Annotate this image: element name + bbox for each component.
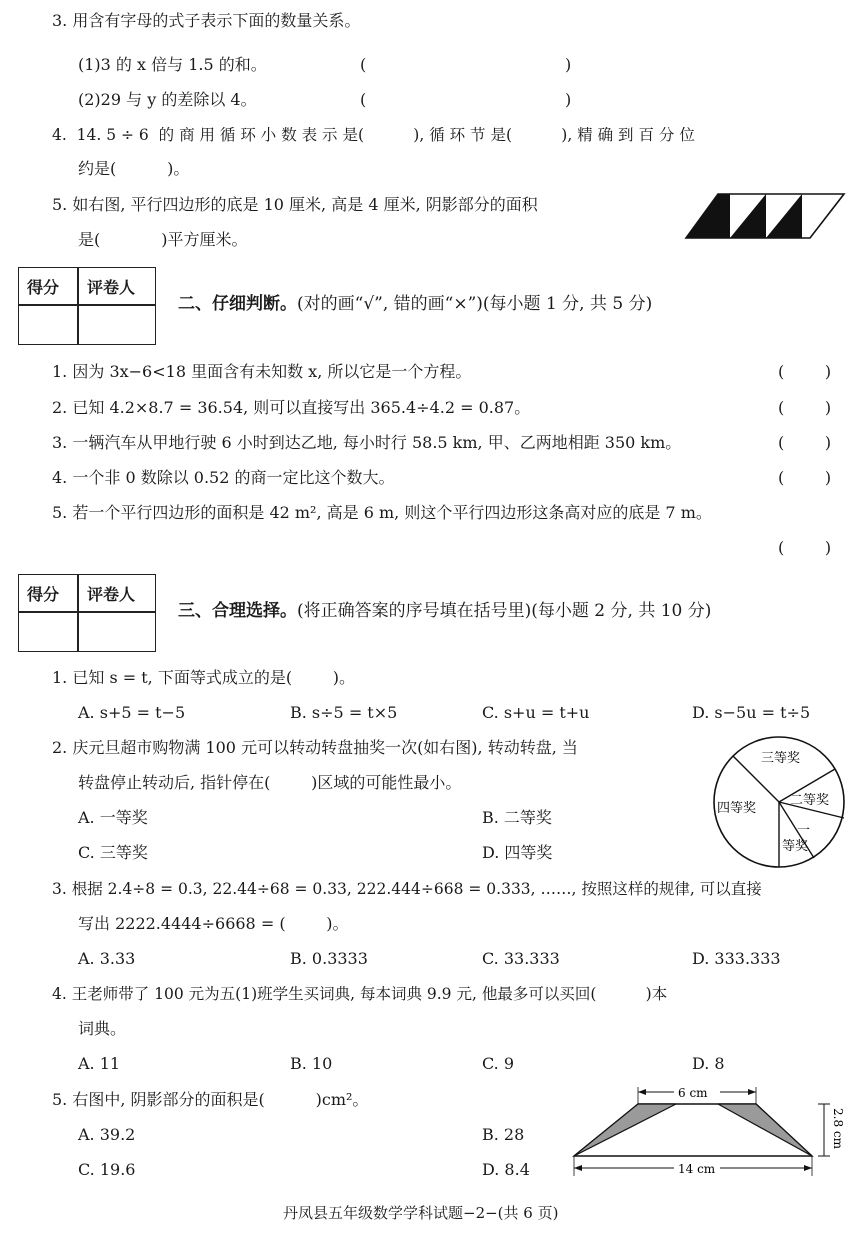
q5-line1: 5. 如右图, 平行四边形的底是 10 厘米, 高是 4 厘米, 阴影部分的面积 <box>52 195 538 214</box>
trapezoid-figure <box>566 1084 850 1178</box>
q3-option-c[interactable]: C. 33.333 <box>482 949 560 968</box>
section2-heading <box>178 293 652 315</box>
q4-line2: 约是( )。 <box>78 159 190 178</box>
section3-title: 三、合理选择。 <box>178 601 297 621</box>
q1-option-a[interactable]: A. s+5 = t−5 <box>78 703 186 722</box>
section3-heading <box>178 600 711 622</box>
q3-option-d[interactable]: D. 333.333 <box>692 949 781 968</box>
q5-option-c[interactable]: C. 19.6 <box>78 1160 136 1179</box>
score-label: 得分 <box>27 278 60 297</box>
q5-line2: 是( )平方厘米。 <box>78 230 248 249</box>
q3-option-b[interactable]: B. 0.3333 <box>290 949 368 968</box>
wheel-label-first-top: 一 <box>797 823 811 838</box>
q2-option-c[interactable]: C. 三等奖 <box>78 843 148 862</box>
choice-q4-line1: 4. 王老师带了 100 元为五(1)班学生买词典, 每本词典 9.9 元, 他最多可以买回( )本 <box>52 985 668 1003</box>
judge-item-2: 2. 已知 4.2×8.7 = 36.54, 则可以直接写出 365.4÷4.2 = 0.87。 <box>52 398 531 417</box>
shaded-triangle-1 <box>686 194 730 238</box>
judge-item-4: 4. 一个非 0 数除以 0.52 的商一定比这个数大。 <box>52 468 395 487</box>
score-box-2 <box>18 574 156 652</box>
bottom-dimension-label: 14 cm <box>678 1162 716 1176</box>
q5-option-a[interactable]: A. 39.2 <box>78 1125 136 1144</box>
q2-option-a[interactable]: A. 一等奖 <box>78 808 148 827</box>
judge-item-5: 5. 若一个平行四边形的面积是 42 m², 高是 6 m, 则这个平行四边形这条高对应的底是 7 m。 <box>52 503 712 522</box>
grader-label-2: 评卷人 <box>87 585 136 604</box>
score-box <box>18 267 156 345</box>
choice-q2-line2: 转盘停止转动后, 指针停在( )区域的可能性最小。 <box>78 773 462 792</box>
q1-option-b[interactable]: B. s÷5 = t×5 <box>290 703 398 722</box>
wheel-label-first-bottom: 等奖 <box>782 839 809 854</box>
judge-item-1: 1. 因为 3x−6<18 里面含有未知数 x, 所以它是一个方程。 <box>52 362 472 381</box>
answer-paren-4[interactable]: ( ) <box>778 468 832 487</box>
q1-option-d[interactable]: D. s−5u = t÷5 <box>692 703 811 722</box>
parallelogram-figure <box>684 192 846 240</box>
section3-note: (将正确答案的序号填在括号里)(每小题 2 分, 共 10 分) <box>297 601 712 621</box>
q3-sub2-paren-open: ( <box>360 90 367 109</box>
q3-sub2: (2)29 与 y 的差除以 4。 <box>78 90 257 109</box>
q5-option-d[interactable]: D. 8.4 <box>482 1160 530 1179</box>
wheel-label-third: 三等奖 <box>761 751 801 766</box>
q4-option-c[interactable]: C. 9 <box>482 1054 515 1073</box>
grader-label: 评卷人 <box>87 278 136 297</box>
q2-option-d[interactable]: D. 四等奖 <box>482 843 553 862</box>
q2-option-b[interactable]: B. 二等奖 <box>482 808 552 827</box>
judge-item-3: 3. 一辆汽车从甲地行驶 6 小时到达乙地, 每小时行 58.5 km, 甲、乙两地相距 350 km。 <box>52 433 682 452</box>
answer-paren-2[interactable]: ( ) <box>778 398 832 417</box>
q3-sub1-paren-close: ) <box>565 55 572 74</box>
choice-q1: 1. 已知 s = t, 下面等式成立的是( )。 <box>52 668 356 687</box>
page-footer: 丹凤县五年级数学学科试题−2−(共 6 页) <box>283 1204 559 1222</box>
q3-sub2-paren-close: ) <box>565 90 572 109</box>
top-dimension-label: 6 cm <box>678 1086 708 1100</box>
q4-option-b[interactable]: B. 10 <box>290 1054 333 1073</box>
section2-title: 二、仔细判断。 <box>178 294 297 314</box>
choice-q5: 5. 右图中, 阴影部分的面积是( )cm²。 <box>52 1090 369 1109</box>
q5-option-b[interactable]: B. 28 <box>482 1125 525 1144</box>
answer-paren-5[interactable]: ( ) <box>778 538 832 557</box>
choice-q2-line1: 2. 庆元旦超市购物满 100 元可以转动转盘抽奖一次(如右图), 转动转盘, 当 <box>52 738 578 757</box>
q3-sub1: (1)3 的 x 倍与 1.5 的和。 <box>78 55 267 74</box>
section2-note: (对的画“√”, 错的画“×”)(每小题 1 分, 共 5 分) <box>297 294 653 314</box>
choice-q4-line2: 词典。 <box>78 1019 127 1038</box>
score-label-2: 得分 <box>27 585 60 604</box>
q3-sub1-paren-open: ( <box>360 55 367 74</box>
q3-stem: 3. 用含有字母的式子表示下面的数量关系。 <box>52 11 361 30</box>
q4-line1: 4. 14. 5 ÷ 6 的 商 用 循 环 小 数 表 示 是( ), 循 环 节 是( ), 精 确 到 百 分 位 <box>52 126 695 144</box>
q1-option-c[interactable]: C. s+u = t+u <box>482 703 590 722</box>
wheel-label-fourth: 四等奖 <box>717 801 757 816</box>
answer-paren-3[interactable]: ( ) <box>778 433 832 452</box>
wheel-label-second: 二等奖 <box>790 793 830 808</box>
spinner-wheel <box>711 734 847 870</box>
q3-option-a[interactable]: A. 3.33 <box>78 949 136 968</box>
q4-option-d[interactable]: D. 8 <box>692 1054 725 1073</box>
q4-option-a[interactable]: A. 11 <box>78 1054 121 1073</box>
answer-paren-1[interactable]: ( ) <box>778 362 832 381</box>
choice-q3-line2: 写出 2222.4444÷6668 = ( )。 <box>78 914 349 933</box>
height-dimension-label: 2.8 cm <box>831 1108 845 1149</box>
choice-q3-line1: 3. 根据 2.4÷8 = 0.3, 22.44÷68 = 0.33, 222.444÷668 = 0.333, ……, 按照这样的规律, 可以直接 <box>52 880 762 898</box>
